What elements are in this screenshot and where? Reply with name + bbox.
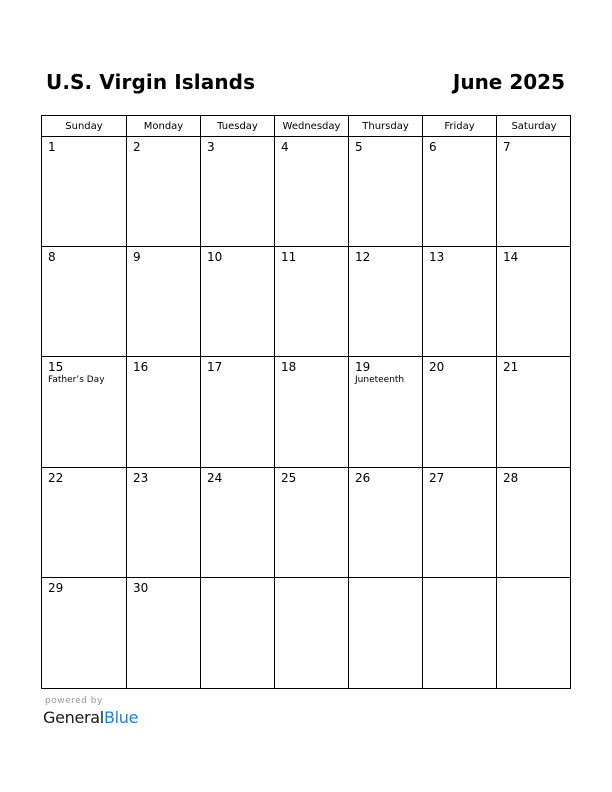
day-cell[interactable] bbox=[349, 137, 423, 247]
day-cell[interactable] bbox=[127, 247, 201, 357]
day-number: 5 bbox=[355, 140, 363, 154]
day-number: 1 bbox=[48, 140, 56, 154]
brand-name-blue: Blue bbox=[103, 708, 139, 727]
day-number: 10 bbox=[207, 250, 223, 265]
day-cell[interactable] bbox=[127, 468, 201, 578]
day-number: 25 bbox=[281, 470, 297, 485]
day-cell[interactable] bbox=[201, 357, 275, 467]
day-number: 4 bbox=[281, 140, 289, 154]
day-cell[interactable] bbox=[423, 357, 497, 467]
holiday-label: Juneteenth bbox=[355, 375, 405, 386]
day-number: 18 bbox=[281, 360, 297, 375]
day-number: 20 bbox=[429, 360, 445, 375]
day-cell[interactable] bbox=[349, 578, 423, 688]
day-number: 30 bbox=[133, 580, 149, 595]
day-number: 23 bbox=[133, 470, 149, 485]
day-number: 27 bbox=[429, 470, 445, 485]
day-cell[interactable] bbox=[127, 137, 201, 247]
day-number: 28 bbox=[503, 470, 519, 485]
day-cell[interactable] bbox=[349, 468, 423, 578]
day-number: 16 bbox=[133, 360, 149, 375]
day-cell[interactable] bbox=[423, 247, 497, 357]
day-cell[interactable] bbox=[42, 578, 127, 688]
day-cell[interactable] bbox=[497, 578, 571, 688]
day-cell[interactable] bbox=[201, 468, 275, 578]
day-number: 7 bbox=[503, 140, 511, 154]
month-title: June 2025 bbox=[452, 70, 565, 94]
day-number: 11 bbox=[281, 250, 297, 265]
day-number: 12 bbox=[355, 250, 371, 265]
powered-by-label: powered by bbox=[45, 696, 103, 706]
weekday-header: Friday bbox=[423, 116, 497, 137]
day-cell[interactable] bbox=[42, 357, 127, 467]
day-cell[interactable] bbox=[497, 247, 571, 357]
day-cell[interactable] bbox=[423, 137, 497, 247]
region-title: U.S. Virgin Islands bbox=[46, 70, 256, 94]
weekday-header: Sunday bbox=[42, 116, 127, 137]
calendar-grid bbox=[41, 115, 571, 689]
day-cell[interactable] bbox=[127, 578, 201, 688]
day-cell[interactable] bbox=[497, 468, 571, 578]
day-cell[interactable] bbox=[201, 247, 275, 357]
day-cell[interactable] bbox=[275, 357, 349, 467]
day-cell[interactable] bbox=[42, 137, 127, 247]
day-number: 24 bbox=[207, 470, 223, 485]
day-number: 21 bbox=[503, 360, 519, 375]
day-number: 13 bbox=[429, 250, 445, 265]
holiday-label: Father’s Day bbox=[48, 375, 105, 386]
day-cell[interactable] bbox=[42, 468, 127, 578]
day-number: 19 bbox=[355, 360, 371, 375]
day-cell[interactable] bbox=[497, 137, 571, 247]
day-number: 3 bbox=[207, 140, 215, 154]
brand-logo[interactable] bbox=[43, 708, 138, 727]
weekday-header: Wednesday bbox=[275, 116, 349, 137]
day-cell[interactable] bbox=[275, 578, 349, 688]
day-cell[interactable] bbox=[201, 137, 275, 247]
day-cell[interactable] bbox=[42, 247, 127, 357]
day-cell[interactable] bbox=[127, 357, 201, 467]
day-number: 26 bbox=[355, 470, 371, 485]
day-cell[interactable] bbox=[201, 578, 275, 688]
day-number: 14 bbox=[503, 250, 519, 265]
day-number: 2 bbox=[133, 140, 141, 154]
day-number: 6 bbox=[429, 140, 437, 154]
day-number: 29 bbox=[48, 580, 64, 595]
footer-branding bbox=[43, 696, 138, 727]
day-cell[interactable] bbox=[275, 247, 349, 357]
day-number: 17 bbox=[207, 360, 223, 375]
day-cell[interactable] bbox=[349, 357, 423, 467]
brand-name-general: General bbox=[43, 708, 104, 727]
day-number: 9 bbox=[133, 250, 141, 265]
day-cell[interactable] bbox=[349, 247, 423, 357]
weekday-header: Thursday bbox=[349, 116, 423, 137]
day-cell[interactable] bbox=[423, 468, 497, 578]
day-cell[interactable] bbox=[423, 578, 497, 688]
day-number: 15 bbox=[48, 360, 64, 375]
weekday-header: Monday bbox=[127, 116, 201, 137]
day-cell[interactable] bbox=[497, 357, 571, 467]
day-cell[interactable] bbox=[275, 137, 349, 247]
weekday-header: Tuesday bbox=[201, 116, 275, 137]
weekday-header: Saturday bbox=[497, 116, 571, 137]
day-number: 8 bbox=[48, 250, 56, 265]
day-number: 22 bbox=[48, 470, 64, 485]
day-cell[interactable] bbox=[275, 468, 349, 578]
